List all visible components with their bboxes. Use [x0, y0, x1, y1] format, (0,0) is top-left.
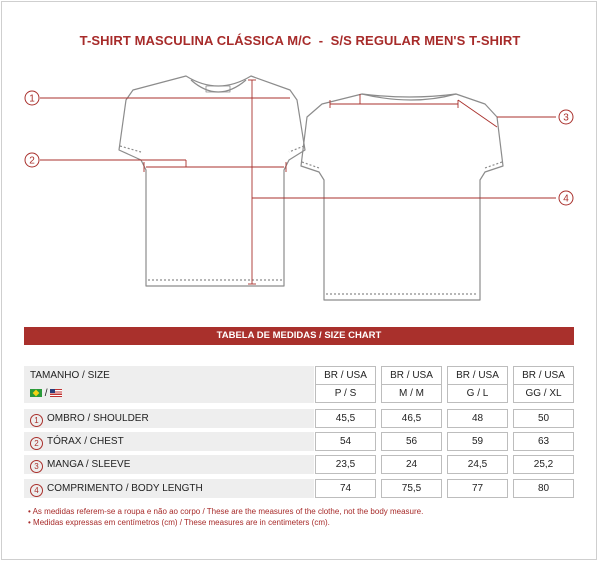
value-cell: 77	[447, 479, 508, 498]
table-row	[24, 409, 574, 428]
flags-separator: /	[44, 388, 48, 399]
size-system-cell: BR / USA	[447, 366, 508, 385]
footnote: • As medidas referem-se a roupa e não ao corpo / These are the measures of the clothe, not the body measure.	[28, 506, 423, 517]
value-cell: 24,5	[447, 455, 508, 474]
marker-2-label: 2	[29, 155, 35, 167]
size-code-cell: GG / XL	[513, 384, 574, 403]
value-cell: 75,5	[381, 479, 442, 498]
size-system-cell: BR / USA	[315, 366, 376, 385]
size-system-cell: BR / USA	[513, 366, 574, 385]
row-label: MANGA / SLEEVE	[47, 459, 131, 470]
footnote: • Medidas expressas em centímetros (cm) / These measures are in centimeters (cm).	[28, 517, 423, 528]
value-cell: 50	[513, 409, 574, 428]
size-system-cell: BR / USA	[381, 366, 442, 385]
marker-4-label: 4	[563, 193, 569, 205]
footnotes	[28, 506, 423, 528]
row-number-icon: 4	[30, 484, 43, 497]
value-cell: 80	[513, 479, 574, 498]
value-cell: 54	[315, 432, 376, 451]
size-code-cell: M / M	[381, 384, 442, 403]
row-label: COMPRIMENTO / BODY LENGTH	[47, 483, 203, 494]
table-row	[24, 455, 574, 474]
marker-1-label: 1	[29, 93, 35, 105]
value-cell: 25,2	[513, 455, 574, 474]
value-cell: 23,5	[315, 455, 376, 474]
row-label: OMBRO / SHOULDER	[47, 413, 149, 424]
value-cell: 63	[513, 432, 574, 451]
row-number-icon: 1	[30, 414, 43, 427]
value-cell: 46,5	[381, 409, 442, 428]
table-row	[24, 432, 574, 451]
value-cell: 74	[315, 479, 376, 498]
row-number-icon: 3	[30, 460, 43, 473]
flags-label	[24, 384, 314, 403]
size-chart-banner: TABELA DE MEDIDAS / SIZE CHART	[24, 327, 574, 345]
row-label: TÓRAX / CHEST	[47, 436, 124, 447]
value-cell: 45,5	[315, 409, 376, 428]
value-cell: 24	[381, 455, 442, 474]
row-number-icon: 2	[30, 437, 43, 450]
size-header-row	[24, 366, 574, 385]
value-cell: 48	[447, 409, 508, 428]
size-code-cell: G / L	[447, 384, 508, 403]
brazil-flag-icon	[30, 389, 42, 397]
usa-flag-icon	[50, 389, 62, 397]
value-cell: 59	[447, 432, 508, 451]
size-header-label: TAMANHO / SIZE	[24, 366, 314, 385]
page-title: T-SHIRT MASCULINA CLÁSSICA M/C - S/S REGULAR MEN'S T-SHIRT	[79, 33, 521, 48]
value-cell: 56	[381, 432, 442, 451]
front-tshirt-outline	[119, 76, 305, 286]
marker-3-label: 3	[563, 112, 569, 124]
size-flags-row	[24, 384, 574, 403]
size-code-cell: P / S	[315, 384, 376, 403]
table-row	[24, 479, 574, 498]
back-tshirt-outline	[301, 94, 503, 300]
